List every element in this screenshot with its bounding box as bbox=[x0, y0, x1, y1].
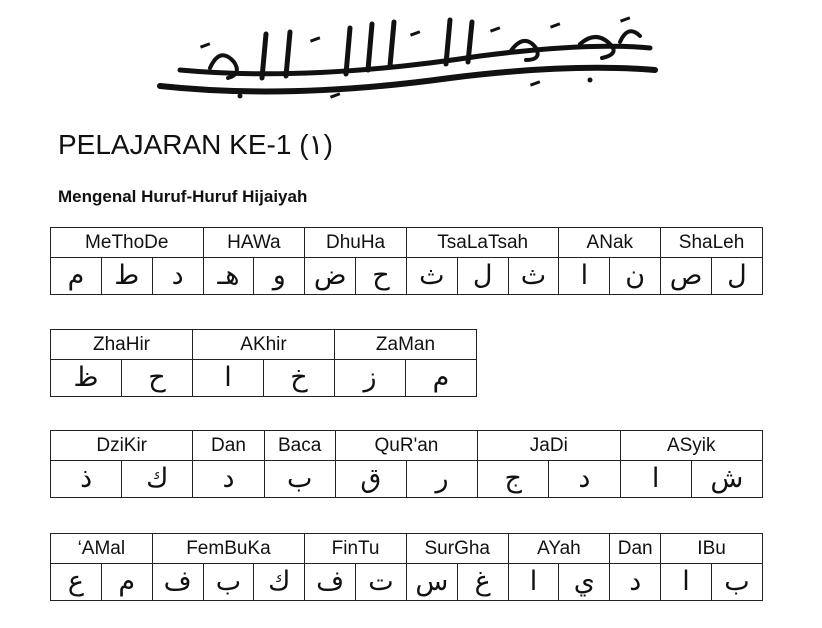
letter-cell: ع bbox=[51, 564, 102, 601]
letter-cell: ب bbox=[711, 564, 762, 601]
letter-cell: ط bbox=[101, 258, 152, 295]
word-cell: AKhir bbox=[193, 330, 335, 360]
letter-cell: ف bbox=[305, 564, 356, 601]
word-cell: Dan bbox=[193, 431, 264, 461]
letter-cell: ب bbox=[203, 564, 254, 601]
word-row bbox=[51, 228, 763, 258]
lesson-title: PELAJARAN KE-1 (١) bbox=[58, 129, 333, 160]
word-cell: TsaLaTsah bbox=[406, 228, 559, 258]
word-cell: Baca bbox=[264, 431, 335, 461]
word-cell: QuR'an bbox=[335, 431, 477, 461]
letter-cell: ح bbox=[122, 360, 193, 397]
letter-cell: د bbox=[549, 461, 620, 498]
word-cell: FinTu bbox=[305, 534, 407, 564]
letter-cell: ر bbox=[406, 461, 477, 498]
letter-cell: ز bbox=[335, 360, 406, 397]
letter-cell: ا bbox=[661, 564, 712, 601]
letter-cell: د bbox=[152, 258, 203, 295]
letter-cell: غ bbox=[457, 564, 508, 601]
letter-cell: ص bbox=[661, 258, 712, 295]
word-cell: IBu bbox=[661, 534, 763, 564]
letter-row bbox=[51, 564, 763, 601]
letter-cell: د bbox=[610, 564, 661, 601]
letter-cell: ض bbox=[305, 258, 356, 295]
letter-group-3 bbox=[50, 430, 763, 498]
letter-cell: س bbox=[406, 564, 457, 601]
letter-cell: ي bbox=[559, 564, 610, 601]
word-row bbox=[51, 330, 477, 360]
letter-cell: هـ bbox=[203, 258, 254, 295]
letter-cell: ا bbox=[193, 360, 264, 397]
letter-cell: خ bbox=[264, 360, 335, 397]
word-cell: HAWa bbox=[203, 228, 305, 258]
word-cell: ZaMan bbox=[335, 330, 477, 360]
letter-cell: ف bbox=[152, 564, 203, 601]
letter-cell: ش bbox=[691, 461, 762, 498]
letter-cell: و bbox=[254, 258, 305, 295]
letter-row bbox=[51, 360, 477, 397]
letter-row bbox=[51, 461, 763, 498]
letter-cell: ا bbox=[620, 461, 691, 498]
word-cell: MeThoDe bbox=[51, 228, 204, 258]
letter-cell: ظ bbox=[51, 360, 122, 397]
letter-cell: ل bbox=[457, 258, 508, 295]
word-cell: ASyik bbox=[620, 431, 763, 461]
letter-cell: م bbox=[101, 564, 152, 601]
letter-cell: ا bbox=[508, 564, 559, 601]
letter-cell: ل bbox=[711, 258, 762, 295]
letter-cell: م bbox=[51, 258, 102, 295]
word-cell: ZhaHir bbox=[51, 330, 193, 360]
word-cell: SurGha bbox=[406, 534, 508, 564]
word-cell: DziKir bbox=[51, 431, 193, 461]
letter-cell: ك bbox=[254, 564, 305, 601]
word-row bbox=[51, 431, 763, 461]
letter-group-4 bbox=[50, 533, 763, 601]
letter-row bbox=[51, 258, 763, 295]
letter-cell: ب bbox=[264, 461, 335, 498]
letter-cell: م bbox=[406, 360, 477, 397]
letter-cell: ذ bbox=[51, 461, 122, 498]
word-cell: Dan bbox=[610, 534, 661, 564]
word-cell: AYah bbox=[508, 534, 610, 564]
word-cell: ShaLeh bbox=[661, 228, 763, 258]
letter-group-1 bbox=[50, 227, 763, 295]
word-row bbox=[51, 534, 763, 564]
letter-cell: ن bbox=[610, 258, 661, 295]
letter-cell: ث bbox=[508, 258, 559, 295]
word-cell: ANak bbox=[559, 228, 661, 258]
word-cell: ‘AMal bbox=[51, 534, 153, 564]
basmala-calligraphy bbox=[150, 8, 670, 108]
word-cell: DhuHa bbox=[305, 228, 407, 258]
letter-cell: ا bbox=[559, 258, 610, 295]
word-cell: JaDi bbox=[478, 431, 620, 461]
letter-group-2 bbox=[50, 329, 477, 397]
letter-cell: ج bbox=[478, 461, 549, 498]
letter-cell: ك bbox=[122, 461, 193, 498]
lesson-subtitle: Mengenal Huruf-Huruf Hijaiyah bbox=[58, 187, 308, 206]
letter-cell: ق bbox=[335, 461, 406, 498]
letter-cell: د bbox=[193, 461, 264, 498]
letter-cell: ث bbox=[406, 258, 457, 295]
letter-cell: ت bbox=[356, 564, 407, 601]
word-cell: FemBuKa bbox=[152, 534, 305, 564]
letter-cell: ح bbox=[356, 258, 407, 295]
